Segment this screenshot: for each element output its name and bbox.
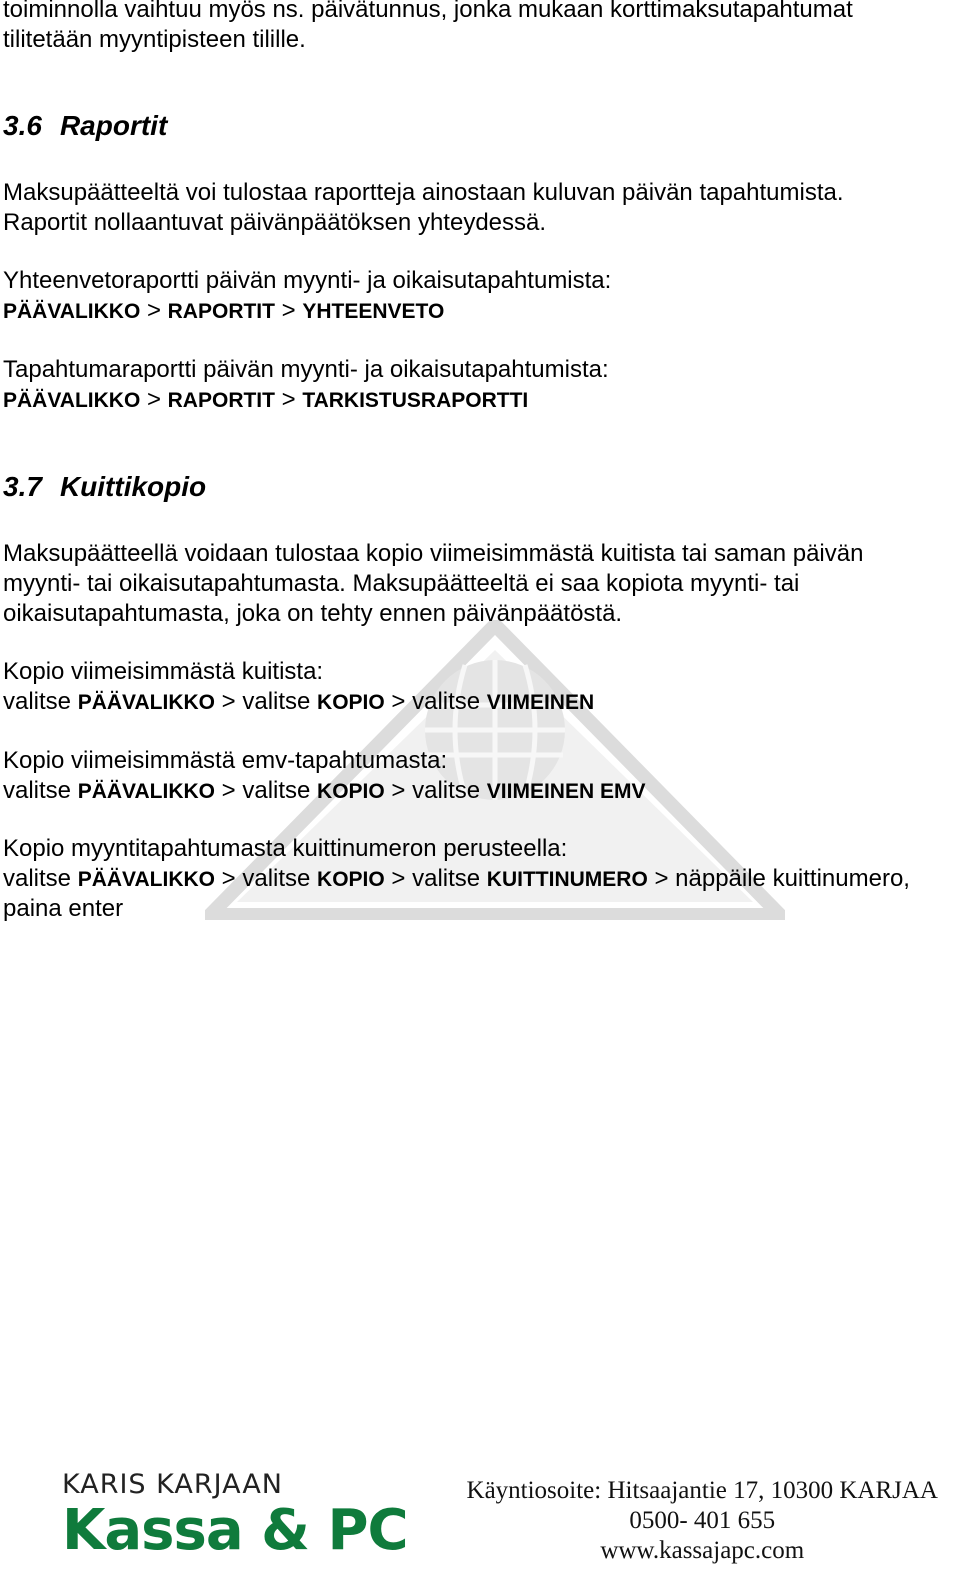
section-number: 3.7 (3, 471, 42, 502)
section-heading-kuittikopio (3, 470, 206, 504)
event-report-label: Tapahtumaraportti päivän myynti- ja oikaisutapahtumista: (3, 356, 609, 383)
intro-line-1: toiminnolla vaihtuu myös ns. päivätunnus, jonka mukaan korttimaksutapahtumat (3, 0, 853, 23)
copy-last-label: Kopio viimeisimmästä kuitista: (3, 658, 324, 685)
select-word: valitse (242, 865, 311, 892)
menu-path-item: PÄÄVALIKKO (3, 389, 141, 412)
menu-path-item: PÄÄVALIKKO (77, 691, 215, 714)
menu-path-item: KOPIO (317, 868, 385, 891)
menu-path-item: TARKISTUSRAPORTTI (302, 389, 529, 412)
copy-receipt-tail-2: paina enter (3, 895, 124, 922)
select-word: valitse (242, 777, 311, 804)
copy-emv-label: Kopio viimeisimmästä emv-tapahtumasta: (3, 747, 448, 774)
section-title: Raportit (59, 110, 168, 141)
menu-path-item: VIIMEINEN EMV (486, 780, 646, 803)
logo-top-text: KARIS KARJAAN (62, 1469, 283, 1500)
logo-main-text: Kassa & PC (62, 1498, 408, 1563)
select-word: valitse (412, 865, 481, 892)
footer-website: www.kassajapc.com (600, 1537, 805, 1564)
menu-path-item: RAPORTIT (167, 389, 275, 412)
kuittikopio-para-line-1: Maksupäätteellä voidaan tulostaa kopio viimeisimmästä kuitista tai saman päivän (3, 540, 864, 567)
menu-path-item: VIIMEINEN (486, 691, 595, 714)
raportit-para-line-1: Maksupäätteeltä voi tulostaa raportteja ainostaan kuluvan päivän tapahtumista. (3, 179, 844, 206)
intro-line-2: tilitetään myyntipisteen tilille. (3, 26, 306, 53)
select-word: valitse (412, 777, 481, 804)
menu-path-item: PÄÄVALIKKO (77, 868, 215, 891)
footer-address-line: Käyntiosoite: Hitsaajantie 17, 10300 KARJAA (466, 1477, 938, 1504)
kuittikopio-para-line-2: myynti- tai oikaisutapahtumasta. Maksupäätteeltä ei saa kopiota myynti- tai (3, 570, 800, 597)
select-word: valitse (242, 688, 311, 715)
select-word: valitse (3, 777, 72, 804)
summary-report-label: Yhteenvetoraportti päivän myynti- ja oikaisutapahtumista: (3, 267, 612, 294)
footer-phone: 0500- 401 655 (629, 1507, 776, 1534)
menu-path-item: RAPORTIT (167, 300, 275, 323)
menu-path-item: KOPIO (317, 780, 385, 803)
company-logo (62, 1470, 408, 1562)
footer-contact (467, 1476, 938, 1566)
kuittikopio-para-line-3: oikaisutapahtumasta, joka on tehty ennen päivänpäätöstä. (3, 600, 623, 627)
copy-last-path: valitse PÄÄVALIKKO > valitse KOPIO > valitse VIIMEINEN (3, 688, 595, 715)
copy-receipt-tail: näppäile kuittinumero, (675, 865, 910, 892)
menu-path-item: YHTEENVETO (302, 300, 445, 323)
menu-path-item: PÄÄVALIKKO (77, 780, 215, 803)
menu-path-item: PÄÄVALIKKO (3, 300, 141, 323)
copy-emv-path: valitse PÄÄVALIKKO > valitse KOPIO > valitse VIIMEINEN EMV (3, 777, 646, 804)
select-word: valitse (412, 688, 481, 715)
select-word: valitse (3, 688, 72, 715)
summary-report-path: PÄÄVALIKKO > RAPORTIT > YHTEENVETO (3, 297, 445, 324)
select-word: valitse (3, 865, 72, 892)
menu-path-item: KOPIO (317, 691, 385, 714)
copy-receipt-label: Kopio myyntitapahtumasta kuittinumeron perusteella: (3, 835, 568, 862)
event-report-path: PÄÄVALIKKO > RAPORTIT > TARKISTUSRAPORTTI (3, 386, 529, 413)
copy-receipt-path: valitse PÄÄVALIKKO > valitse KOPIO > valitse KUITTINUMERO > näppäile kuittinumero, (3, 865, 910, 892)
section-heading-raportit (3, 109, 167, 143)
raportit-para-line-2: Raportit nollaantuvat päivänpäätöksen yhteydessä. (3, 209, 547, 236)
section-number: 3.6 (3, 110, 42, 141)
menu-path-item: KUITTINUMERO (486, 868, 648, 891)
section-title: Kuittikopio (59, 471, 207, 502)
